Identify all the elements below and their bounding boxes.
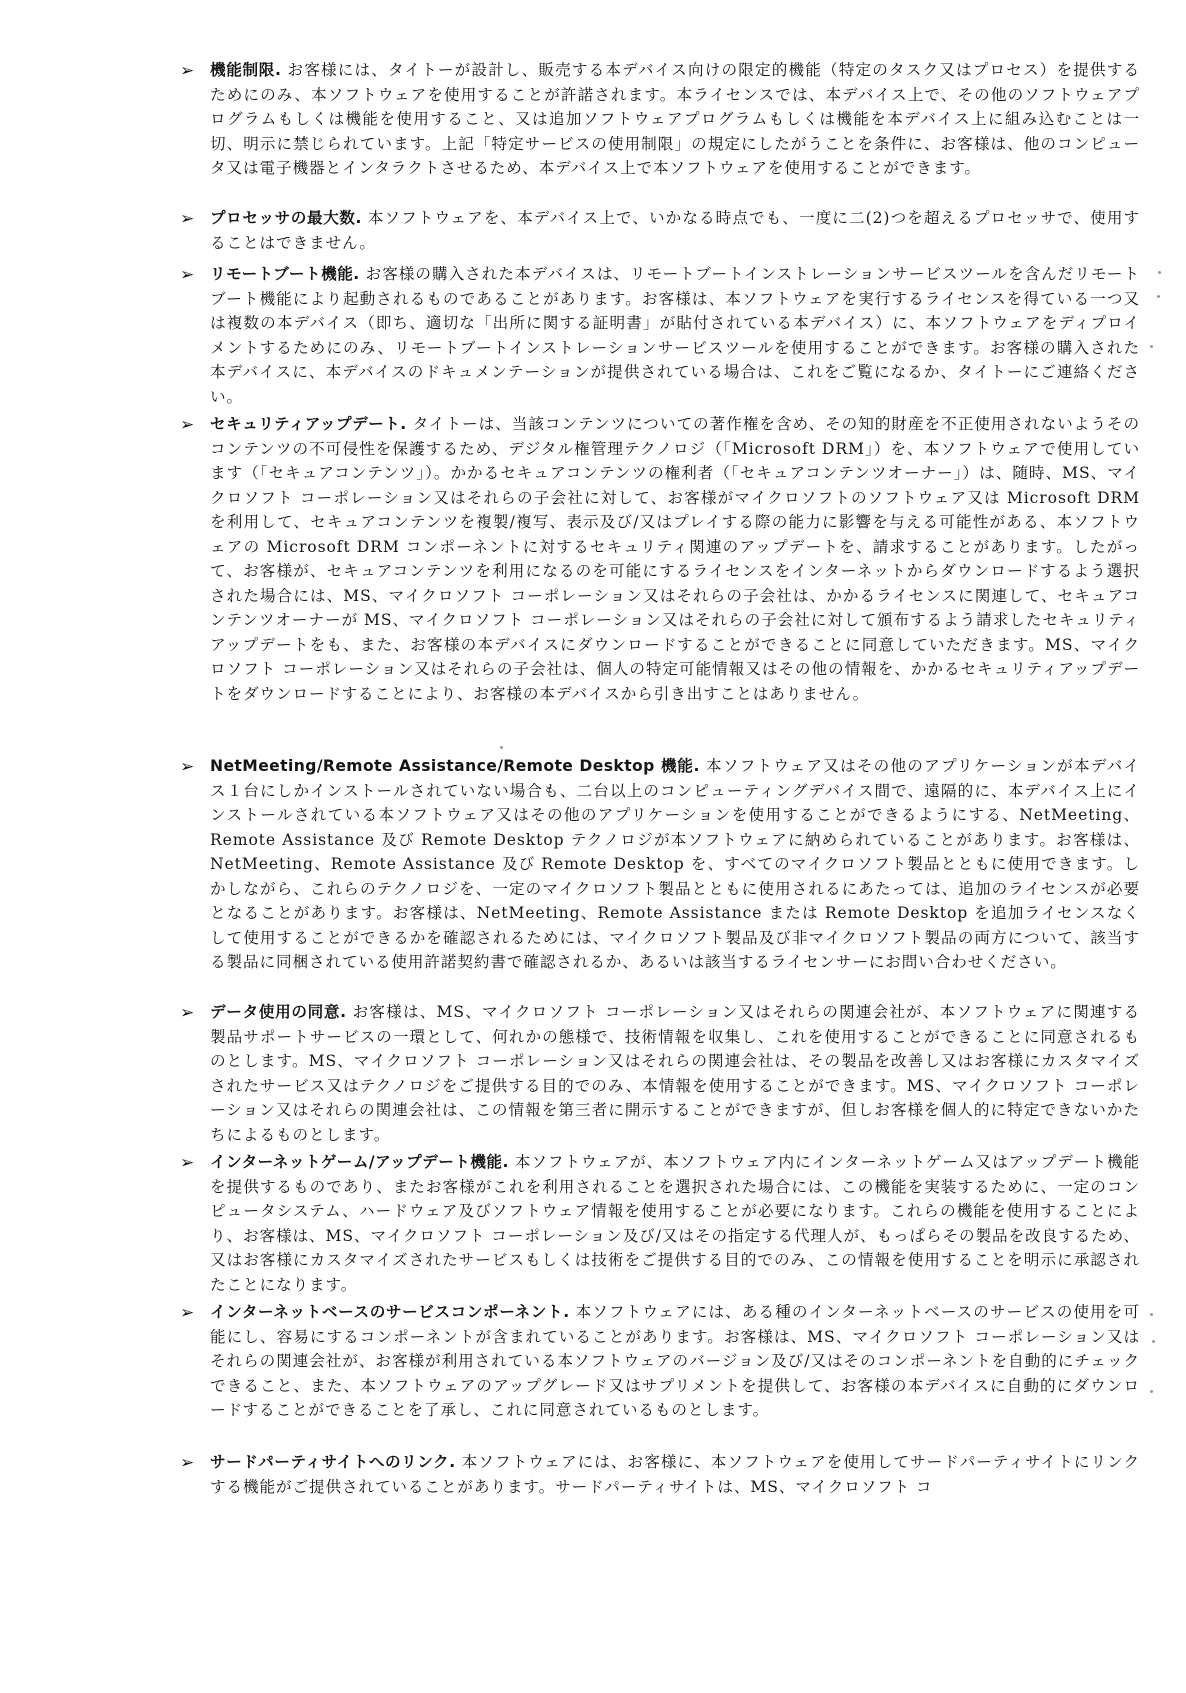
clause-heading: セキュリティアップデート. <box>210 415 407 433</box>
arrow-bullet-icon: ➢ <box>180 757 195 777</box>
clause-internet-game-update <box>180 1150 1140 1297</box>
clause-heading: リモートブート機能. <box>210 265 360 283</box>
clause-internet-service-component <box>180 1300 1140 1423</box>
clause-text: 本ソフトウェアを、本デバイス上で、いかなる時点でも、一度に二(2)つを超えるプロセッサで、使用することはできません。 <box>210 209 1140 252</box>
scan-speck <box>1158 271 1161 274</box>
clause-text: タイトーは、当該コンテンツについての著作権を含め、その知的財産を不正使用されないようそのコンテンツの不可侵性を保護するため、デジタル権管理テクノロジ（「Microsoft DRM」）を、本ソフトウェアで使用しています（「セキュアコンテンツ」）。かかるセキュアコンテンツの権利者（「セキュアコンテンツオーナー」）は、随時、MS、マイクロソフト コーポレーション又はそれらの子会社に対して、お客様がマイクロソフトのソフトウェア又は Microsoft DRM を利用して、セキュアコンテンツを複製/複写、表示及び/又はプレイする際の能力に影響を与える可能性がある、本ソフトウェアの Microsoft DRM コンポーネントに対するセキュリティ関連のアップデートを、請求することがあります。したがって、お客様が、セキュアコンテンツを利用になるのを可能にするライセンスをインターネットからダウンロードするよう選択された場合には、MS、マイクロソフト コーポレーション又はそれらの子会社は、かかるライセンスに関連して、セキュアコンテンツオーナーが MS、マイクロソフト コーポレーション又はそれらの子会社に対して頒布するよう請求したセキュリティアップデートをも、また、お客様の本デバイスにダウンロードすることができることに同意していただきます。MS、マイクロソフト コーポレーション又はそれらの子会社は、個人の特定可能情報又はその他の情報を、かかるセキュリティアップデートをダウンロードすることにより、お客様の本デバイスから引き出すことはありません。 <box>210 415 1140 703</box>
clause-text: 本ソフトウェア又はその他のアプリケーションが本デバイス１台にしかインストールされていない場合も、二台以上のコンピューティングデバイス間で、遠隔的に、本デバイス上にインストールされている本ソフトウェア又はその他のアプリケーションを使用することができるようにする、NetMeeting、Remote Assistance 及び Remote Desktop テクノロジが本ソフトウェアに納められていることがあります。お客様は、NetMeeting、Remote Assistance 及び Remote Desktop を、すべてのマイクロソフト製品とともに使用できます。しかしながら、これらのテクノロジを、一定のマイクロソフト製品とともに使用されるにあたっては、追加のライセンスが必要となることがあります。お客様は、NetMeeting、Remote Assistance または Remote Desktop を追加ライセンスなくして使用することができるかを確認されるためには、マイクロソフト製品及び非マイクロソフト製品の両方について、該当する製品に同梱されている使用許諾契約書で確認されるか、あるいは該当するライセンサーにお問い合わせください。 <box>210 757 1140 971</box>
arrow-bullet-icon: ➢ <box>180 209 195 229</box>
scan-speck <box>1150 1313 1153 1316</box>
arrow-bullet-icon: ➢ <box>180 1303 195 1323</box>
clause-text: 本ソフトウェアには、お客様に、本ソフトウェアを使用してサードパーティサイトにリンクする機能がご提供されていることがあります。サードパーティサイトは、MS、マイクロソフト コ <box>210 1453 1140 1496</box>
clause-heading: プロセッサの最大数. <box>210 209 362 227</box>
arrow-bullet-icon: ➢ <box>180 415 195 435</box>
clause-heading: NetMeeting/Remote Assistance/Remote Desktop 機能. <box>210 757 700 775</box>
clause-netmeeting <box>180 754 1140 975</box>
clause-heading: サードパーティサイトへのリンク. <box>210 1453 456 1471</box>
clause-third-party-links <box>180 1450 1140 1499</box>
arrow-bullet-icon: ➢ <box>180 1453 195 1473</box>
scan-speck <box>1152 1340 1155 1343</box>
scan-speck <box>1150 345 1153 348</box>
clause-heading: インターネットゲーム/アップデート機能. <box>210 1153 509 1171</box>
clause-text: 本ソフトウェアには、ある種のインターネットベースのサービスの使用を可能にし、容易にするコンポーネントが含まれていることがあります。お客様は、MS、マイクロソフト コーポレーション又はそれらの関連会社が、お客様が利用されている本ソフトウェアのバージョン及び/又はそのコンポーネントを自動的にチェックできること、また、本ソフトウェアのアップグレード又はサプリメントを提供して、お客様の本デバイスに自動的にダウンロードすることができることを了承し、これに同意されているものとします。 <box>210 1303 1140 1419</box>
scan-speck <box>500 746 503 749</box>
clause-security-update <box>180 412 1140 706</box>
clause-text: お客様には、タイトーが設計し、販売する本デバイス向けの限定的機能（特定のタスク又はプロセス）を提供するためにのみ、本ソフトウェアを使用することが許諾されます。本ライセンスでは、本デバイス上で、その他のソフトウェアプログラムもしくは機能を使用すること、又は追加ソフトウェアプログラムもしくは機能を本デバイス上に組み込むことは一切、明示に禁じられています。上記「特定サービスの使用制限」の規定にしたがうことを条件に、お客様は、他のコンピュータ又は電子機器とインタラクトさせるため、本デバイス上で本ソフトウェアを使用することができます。 <box>210 61 1141 177</box>
clause-text: 本ソフトウェアが、本ソフトウェア内にインターネットゲーム又はアップデート機能を提供するものであり、またお客様がこれを利用されることを選択された場合には、この機能を実装するために、一定のコンピュータシステム、ハードウェア及びソフトウェア情報を使用することが必要になります。これらの機能を使用することにより、お客様は、MS、マイクロソフト コーポレーション及び/又はその指定する代理人が、もっぱらその製品を改良するため、又はお客様にカスタマイズされたサービスもしくは技術をご提供する目的でのみ、この情報を使用することを明示に承認されたことになります。 <box>210 1153 1141 1294</box>
arrow-bullet-icon: ➢ <box>180 1003 195 1023</box>
arrow-bullet-icon: ➢ <box>180 1153 195 1173</box>
clause-heading: データ使用の同意. <box>210 1003 347 1021</box>
clause-heading: インターネットベースのサービスコンポーネント. <box>210 1303 570 1321</box>
arrow-bullet-icon: ➢ <box>180 265 195 285</box>
scan-speck <box>1150 1390 1153 1393</box>
clause-remote-boot <box>180 262 1140 409</box>
clause-function-restriction <box>180 58 1140 181</box>
clause-heading: 機能制限. <box>210 61 282 79</box>
clause-text: お客様は、MS、マイクロソフト コーポレーション又はそれらの関連会社が、本ソフトウェアに関連する製品サポートサービスの一環として、何れかの態様で、技術情報を収集し、これを使用することができることに同意されるものとします。MS、マイクロソフト コーポレーション又はそれらの関連会社は、その製品を改善し又はお客様にカスタマイズされたサービス又はテクノロジをご提供する目的でのみ、本情報を使用することができます。MS、マイクロソフト コーポレーション又はそれらの関連会社は、この情報を第三者に開示することができますが、但しお客様を個人的に特定できないかたちによるものとします。 <box>210 1003 1141 1144</box>
scan-speck <box>1157 295 1160 298</box>
arrow-bullet-icon: ➢ <box>180 61 195 81</box>
clause-text: お客様の購入された本デバイスは、リモートブートインストレーションサービスツールを含んだリモートブート機能により起動されるものであることがあります。お客様は、本ソフトウェアを実行するライセンスを得ている一つ又は複数の本デバイス（即ち、適切な「出所に関する証明書」が貼付されている本デバイス）に、本ソフトウェアをディプロイメントするためにのみ、リモートブートインストレーションサービスツールを使用することができます。お客様の購入された本デバイスに、本デバイスのドキュメンテーションが提供されている場合は、これをご覧になるか、タイトーにご連絡ください。 <box>210 265 1140 406</box>
clause-max-processors <box>180 206 1140 255</box>
clause-data-consent <box>180 1000 1140 1147</box>
